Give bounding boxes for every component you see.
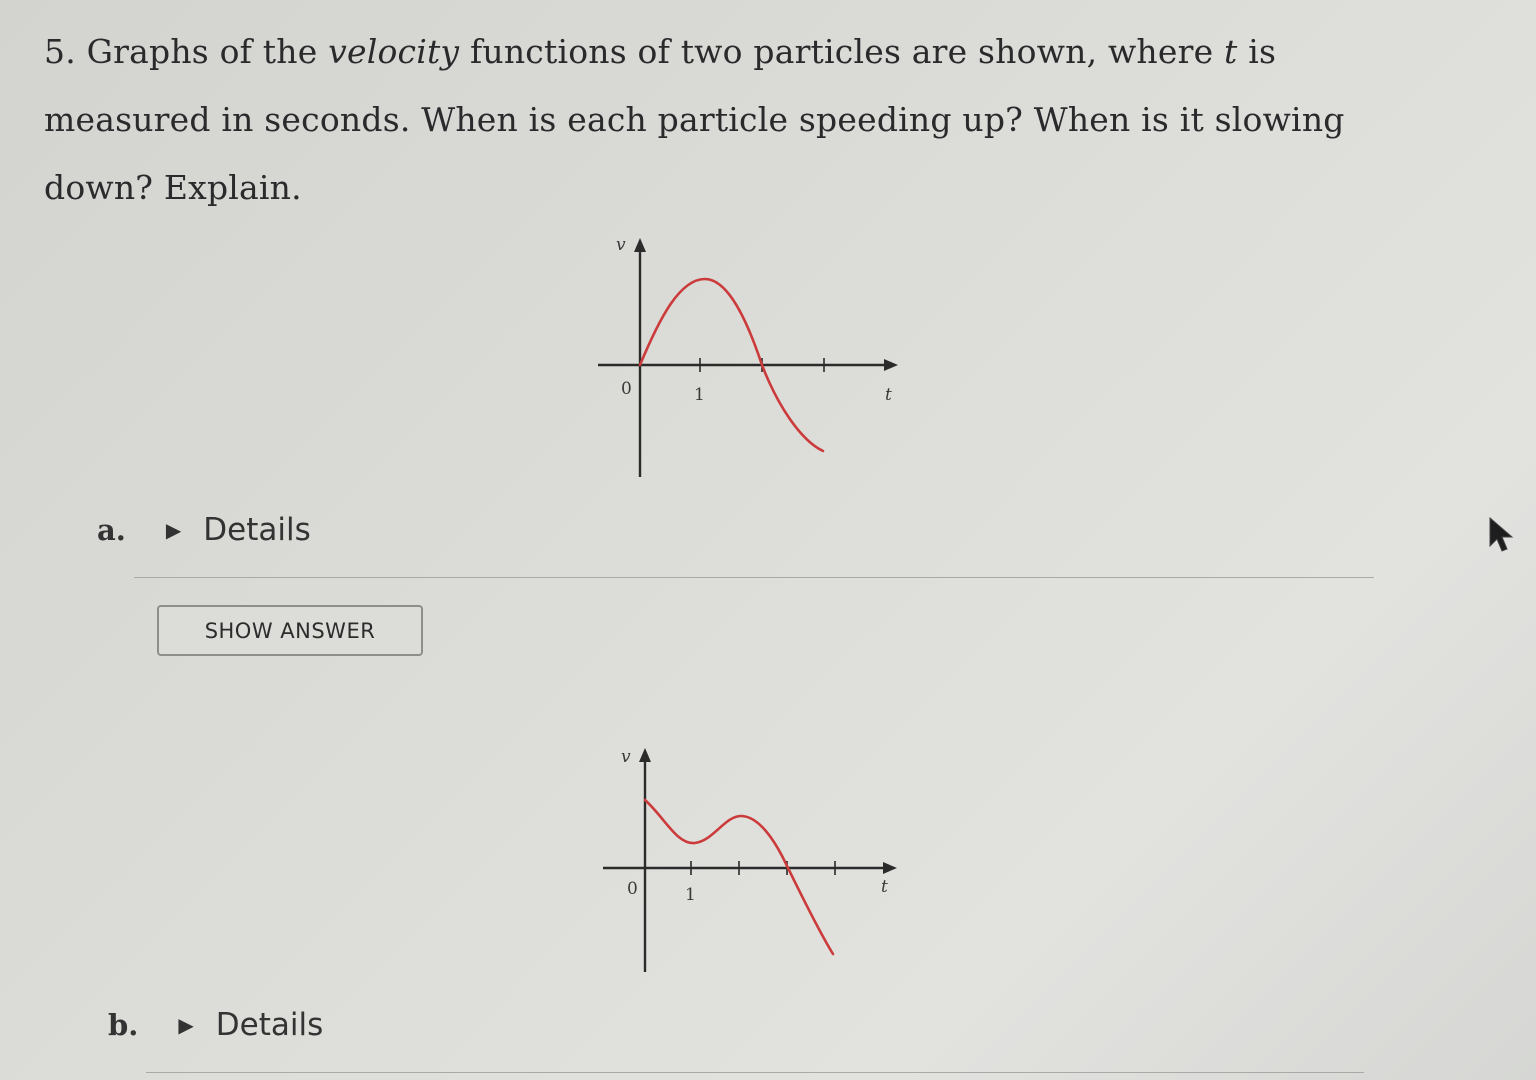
mouse-pointer-icon: [1488, 516, 1518, 560]
part-a-details-toggle[interactable]: Details: [203, 512, 311, 548]
part-b-details-toggle[interactable]: Details: [215, 1007, 324, 1043]
part-b-letter: b.: [108, 1008, 139, 1042]
graph-b-origin-label: 0: [627, 879, 638, 899]
part-a-row: [97, 512, 311, 548]
caret-right-icon[interactable]: ▶: [178, 1013, 194, 1037]
mouse-pointer-svg: [1488, 516, 1518, 556]
graph-b-t-arrow: [883, 862, 897, 874]
graph-a-v-arrow: [634, 238, 646, 252]
question-emphasis: velocity: [328, 32, 460, 71]
question-text-after: is measured in seconds. When is each particle speeding up? When is it slowing down? Explain.: [44, 32, 1345, 207]
mouse-pointer-shape: [1490, 518, 1512, 551]
velocity-graph-a-svg: [590, 232, 910, 482]
graph-a-origin-label: 0: [621, 379, 632, 399]
show-answer-button[interactable]: SHOW ANSWER: [157, 605, 423, 656]
graph-b-v-arrow: [639, 748, 651, 762]
question-text-middle: functions of two particles are shown, where: [469, 32, 1214, 71]
graph-a-t-arrow: [884, 359, 898, 371]
velocity-graph-a: [590, 232, 910, 482]
graph-b-x-label: t: [881, 877, 888, 897]
part-a-letter: a.: [97, 513, 126, 547]
part-b-row: [108, 1007, 323, 1043]
graph-b-tick-label: 1: [685, 885, 696, 905]
question-text-before: Graphs of the: [86, 32, 318, 71]
graph-a-x-label: t: [885, 385, 892, 405]
graph-a-y-label: v: [616, 235, 626, 255]
part-b-divider: [146, 1072, 1364, 1073]
question-variable: t: [1224, 32, 1238, 71]
velocity-graph-b: [595, 740, 915, 990]
caret-right-icon[interactable]: ▶: [165, 518, 182, 542]
graph-a-tick-label: 1: [694, 385, 705, 405]
question-text: [44, 18, 1364, 222]
part-a-divider: [134, 577, 1374, 578]
velocity-graph-b-svg: [595, 740, 915, 990]
graph-b-y-label: v: [621, 747, 631, 767]
question-number: 5.: [44, 32, 76, 71]
graph-b-velocity-curve: [645, 800, 833, 954]
